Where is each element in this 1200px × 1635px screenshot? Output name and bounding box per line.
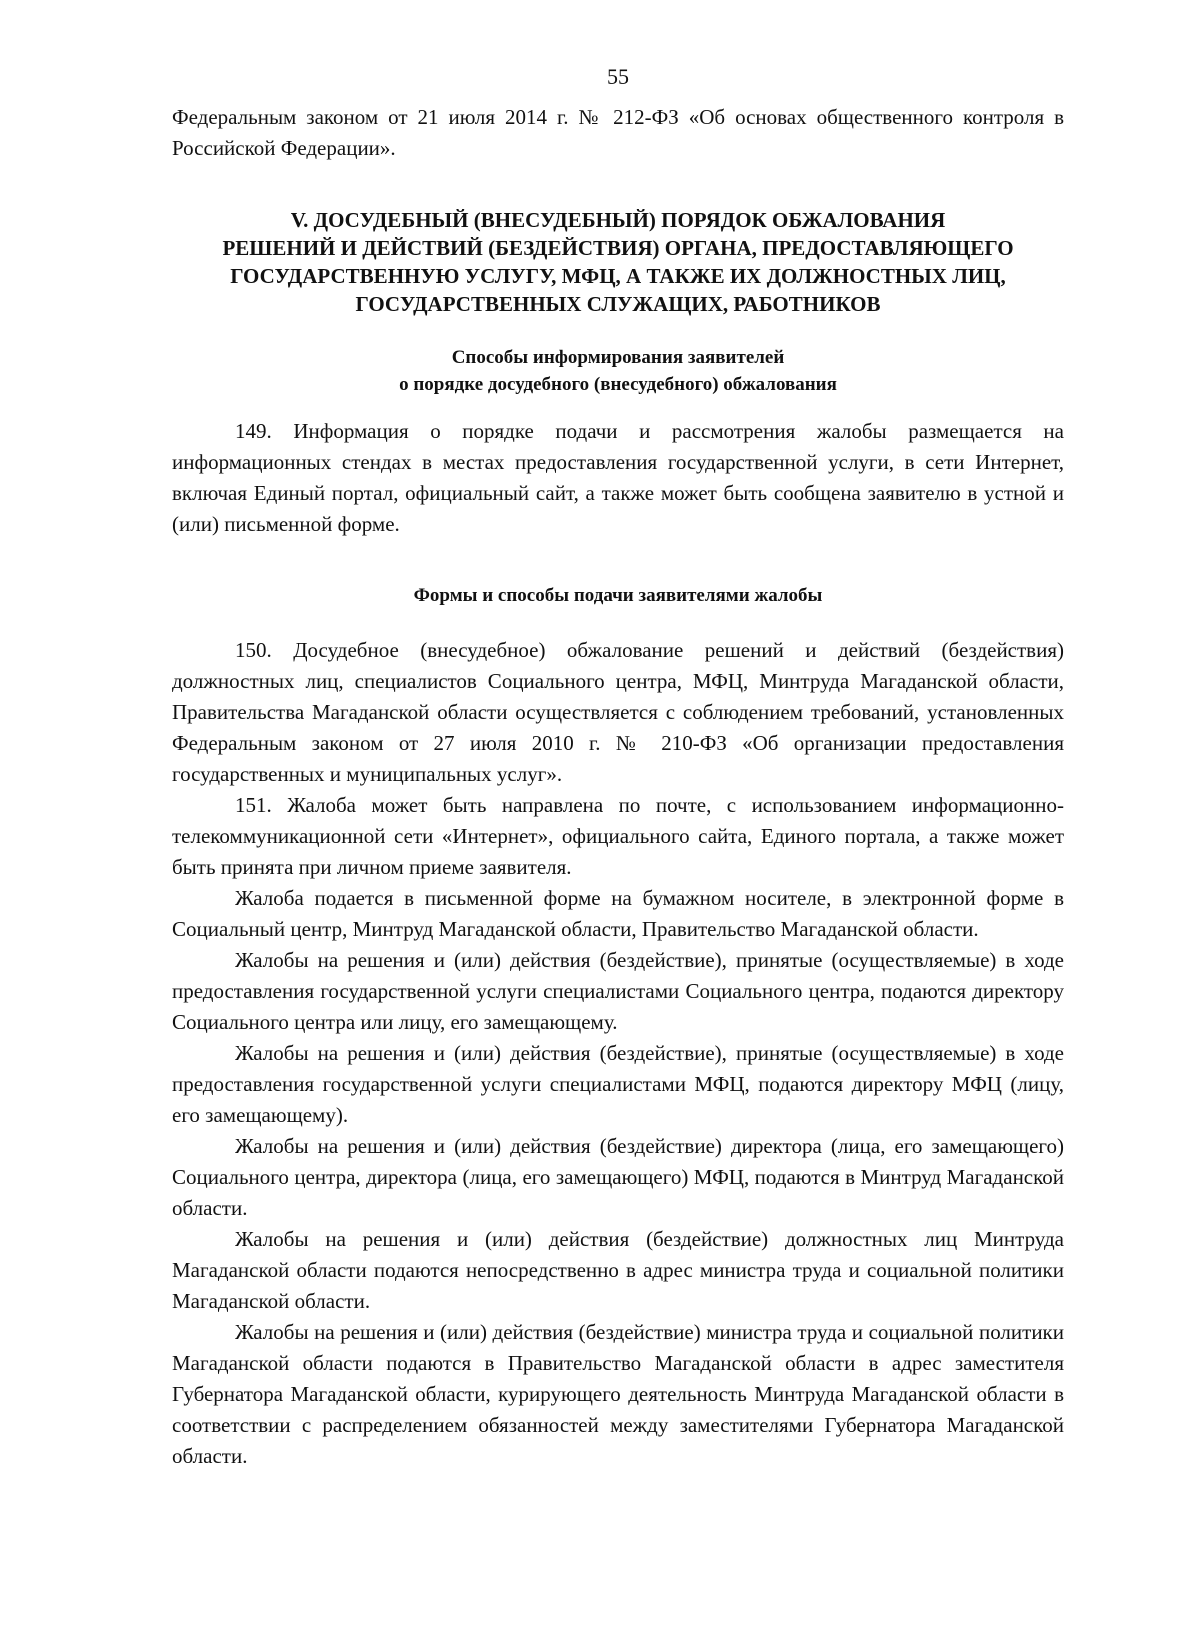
paragraph-mfc: Жалобы на решения и (или) действия (бездействие), принятые (осуществляемые) в ходе предоставления государственной услуги специалистами МФЦ, подаются директору МФЦ (лицу, его замещающему).	[172, 1041, 1064, 1127]
document-page	[172, 62, 1064, 1472]
intro-paragraph: Федеральным законом от 21 июля 2014 г. № 212-ФЗ «Об основах общественного контроля в Российской Федерации».	[172, 105, 1064, 160]
paragraph-mintrud-officials: Жалобы на решения и (или) действия (бездействие) должностных лиц Минтруда Магаданской области подаются непосредственно в адрес министра труда и социальной политики Магаданской области.	[172, 1227, 1064, 1313]
section-title	[172, 206, 1064, 318]
subheading-informing	[172, 344, 1064, 398]
section-title-line: РЕШЕНИЙ И ДЕЙСТВИЙ (БЕЗДЕЙСТВИЯ) ОРГАНА, ПРЕДОСТАВЛЯЮЩЕГО	[222, 236, 1014, 260]
section-title-line: V. ДОСУДЕБНЫЙ (ВНЕСУДЕБНЫЙ) ПОРЯДОК ОБЖАЛОВАНИЯ	[290, 208, 946, 232]
section-title-line: ГОСУДАРСТВЕННЫХ СЛУЖАЩИХ, РАБОТНИКОВ	[355, 292, 881, 316]
subheading-line: о порядке досудебного (внесудебного) обжалования	[399, 374, 837, 395]
paragraph-149: 149. Информация о порядке подачи и рассмотрения жалобы размещается на информационных стендах в местах предоставления государственной услуги, в сети Интернет, включая Единый портал, официальный сайт, а также может быть сообщена заявителю в устной и (или) письменной форме.	[172, 419, 1064, 536]
paragraph-minister: Жалобы на решения и (или) действия (бездействие) министра труда и социальной политики Магаданской области подаются в Правительство Магаданской области в адрес заместителя Губернатора Магаданской области, курирующего деятельность Минтруда Магаданской области в соответствии с распределением обязанностей между заместителями Губернатора Магаданской области.	[172, 1320, 1064, 1468]
subheading-line: Способы информирования заявителей	[451, 347, 785, 368]
paragraph-151: 151. Жалоба может быть направлена по почте, с использованием информационно-телекоммуникационной сети «Интернет», официального сайта, Единого портала, а также может быть принята при личном приеме заявителя.	[172, 793, 1064, 879]
paragraph-written-form: Жалоба подается в письменной форме на бумажном носителе, в электронной форме в Социальный центр, Минтруд Магаданской области, Правительство Магаданской области.	[172, 886, 1064, 941]
paragraph-social-center: Жалобы на решения и (или) действия (бездействие), принятые (осуществляемые) в ходе предоставления государственной услуги специалистами Социального центра, подаются директору Социального центра или лицу, его замещающему.	[172, 948, 1064, 1034]
subheading-forms: Формы и способы подачи заявителями жалобы	[413, 585, 823, 606]
paragraph-150: 150. Досудебное (внесудебное) обжалование решений и действий (бездействия) должностных лиц, специалистов Социального центра, МФЦ, Минтруда Магаданской области, Правительства Магаданской области осуществляется с соблюдением требований, установленных Федеральным законом от 27 июля 2010 г. № 210-ФЗ «Об организации предоставления государственных и муниципальных услуг».	[172, 638, 1064, 786]
paragraph-directors: Жалобы на решения и (или) действия (бездействие) директора (лица, его замещающего) Социального центра, директора (лица, его замещающего) МФЦ, подаются в Минтруд Магаданской области.	[172, 1134, 1064, 1220]
section-title-line: ГОСУДАРСТВЕННУЮ УСЛУГУ, МФЦ, А ТАКЖЕ ИХ ДОЛЖНОСТНЫХ ЛИЦ,	[230, 264, 1006, 288]
page-number: 55	[607, 64, 629, 89]
